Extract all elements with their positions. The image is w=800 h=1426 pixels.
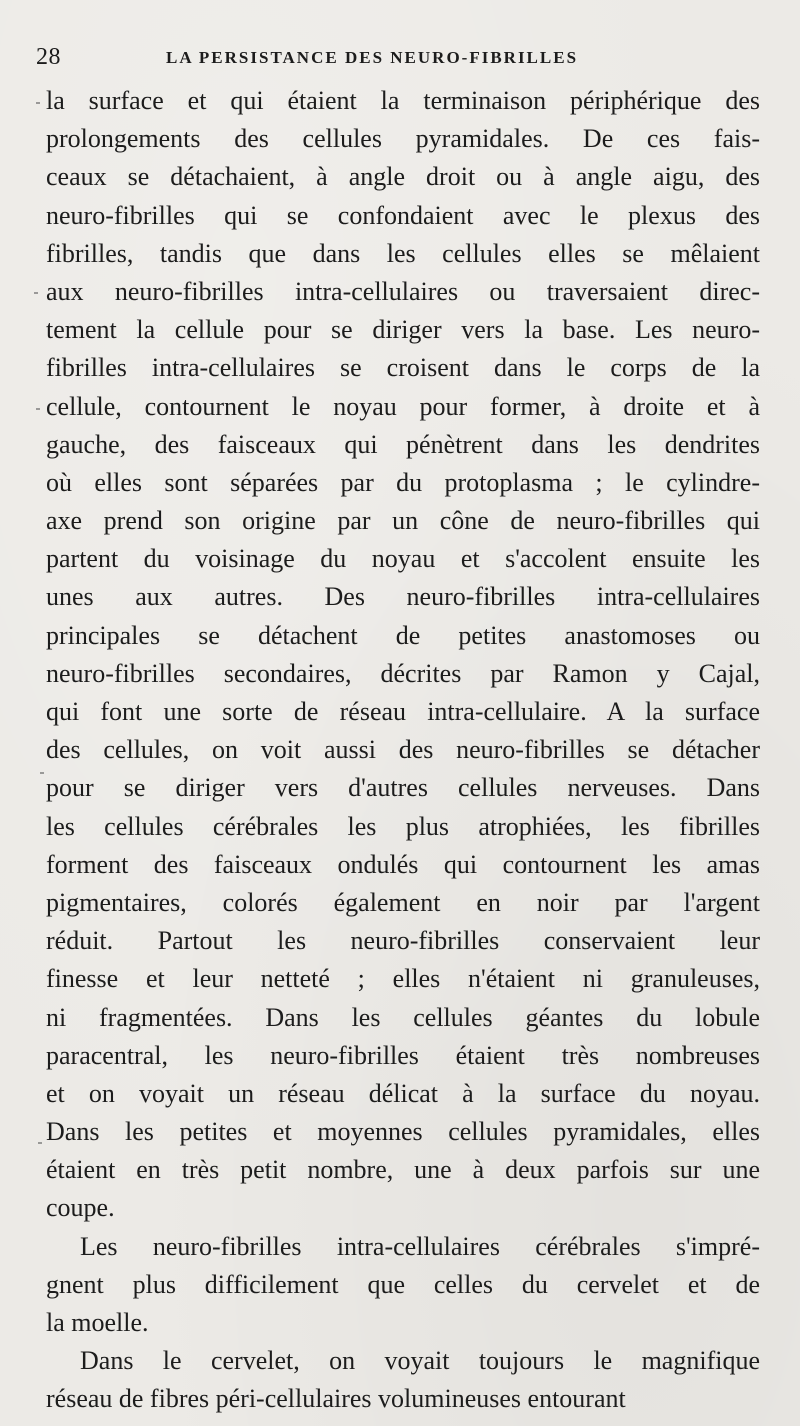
text-line: Dans les petites et moyennes cellules pyramidales, elles: [46, 1117, 760, 1147]
text-line: paracentral, les neuro-fibrilles étaient très nombreuses: [46, 1040, 760, 1070]
text-line: forment des faisceaux ondulés qui contournent les amas: [46, 849, 760, 879]
text-line: partent du voisinage du noyau et s'accolent ensuite les: [46, 544, 760, 574]
text-line: gnent plus difficilement que celles du cervelet et de: [46, 1269, 760, 1299]
text-line: des cellules, on voit aussi des neuro-fibrilles se détacher: [46, 735, 760, 765]
text-line: neuro-fibrilles secondaires, décrites par Ramon y Cajal,: [46, 658, 760, 688]
edge-speck: [40, 772, 44, 774]
text-line: pour se diriger vers d'autres cellules nerveuses. Dans: [46, 773, 760, 803]
text-line: Dans le cervelet, on voyait toujours le magnifique: [80, 1346, 760, 1376]
text-line: finesse et leur netteté ; elles n'étaient ni granuleuses,: [46, 964, 760, 994]
edge-speck: [38, 1142, 42, 1144]
running-title: LA PERSISTANCE DES NEURO-FIBRILLES: [166, 48, 579, 67]
edge-speck: [36, 408, 40, 410]
text-line: fibrilles, tandis que dans les cellules elles se mêlaient: [46, 238, 760, 268]
text-line: Les neuro-fibrilles intra-cellulaires cérébrales s'impré-: [80, 1231, 760, 1261]
page-number: 28: [36, 44, 61, 70]
text-line: réseau de fibres péri-cellulaires volumineuses entourant: [46, 1384, 626, 1414]
body-text: [46, 82, 760, 1419]
text-line: qui font une sorte de réseau intra-cellulaire. A la surface: [46, 697, 760, 726]
text-line: les cellules cérébrales les plus atrophiées, les fibrilles: [46, 811, 760, 841]
text-line: fibrilles intra-cellulaires se croisent dans le corps de la: [46, 353, 760, 383]
edge-speck: [36, 102, 40, 104]
text-line: où elles sont séparées par du protoplasma ; le cylindre-: [46, 467, 760, 497]
text-line: unes aux autres. Des neuro-fibrilles intra-cellulaires: [46, 582, 760, 612]
text-line: coupe.: [46, 1193, 115, 1223]
text-line: la moelle.: [46, 1308, 149, 1337]
text-line: neuro-fibrilles qui se confondaient avec le plexus des: [46, 200, 760, 230]
text-line: principales se détachent de petites anastomoses ou: [46, 620, 760, 650]
text-line: ni fragmentées. Dans les cellules géantes du lobule: [46, 1002, 760, 1032]
text-line: cellule, contournent le noyau pour former, à droite et à: [46, 391, 760, 421]
text-line: prolongements des cellules pyramidales. De ces fais-: [46, 124, 760, 154]
text-line: ceaux se détachaient, à angle droit ou à angle aigu, des: [46, 162, 760, 192]
paragraph: [46, 82, 760, 1228]
text-line: et on voyait un réseau délicat à la surface du noyau.: [46, 1078, 760, 1108]
text-line: gauche, des faisceaux qui pénètrent dans les dendrites: [46, 429, 760, 459]
text-line: la surface et qui étaient la terminaison périphérique des: [46, 86, 760, 115]
edge-speck: [34, 292, 38, 294]
paragraph: [46, 1342, 760, 1418]
text-line: réduit. Partout les neuro-fibrilles conservaient leur: [46, 926, 760, 956]
text-line: axe prend son origine par un cône de neuro-fibrilles qui: [46, 506, 760, 536]
text-line: tement la cellule pour se diriger vers la base. Les neuro-: [46, 315, 760, 345]
text-line: pigmentaires, colorés également en noir par l'argent: [46, 887, 760, 917]
paragraph: [46, 1228, 760, 1343]
text-line: étaient en très petit nombre, une à deux parfois sur une: [46, 1155, 760, 1185]
running-head: [36, 40, 760, 74]
text-line: aux neuro-fibrilles intra-cellulaires ou traversaient direc-: [46, 276, 760, 306]
